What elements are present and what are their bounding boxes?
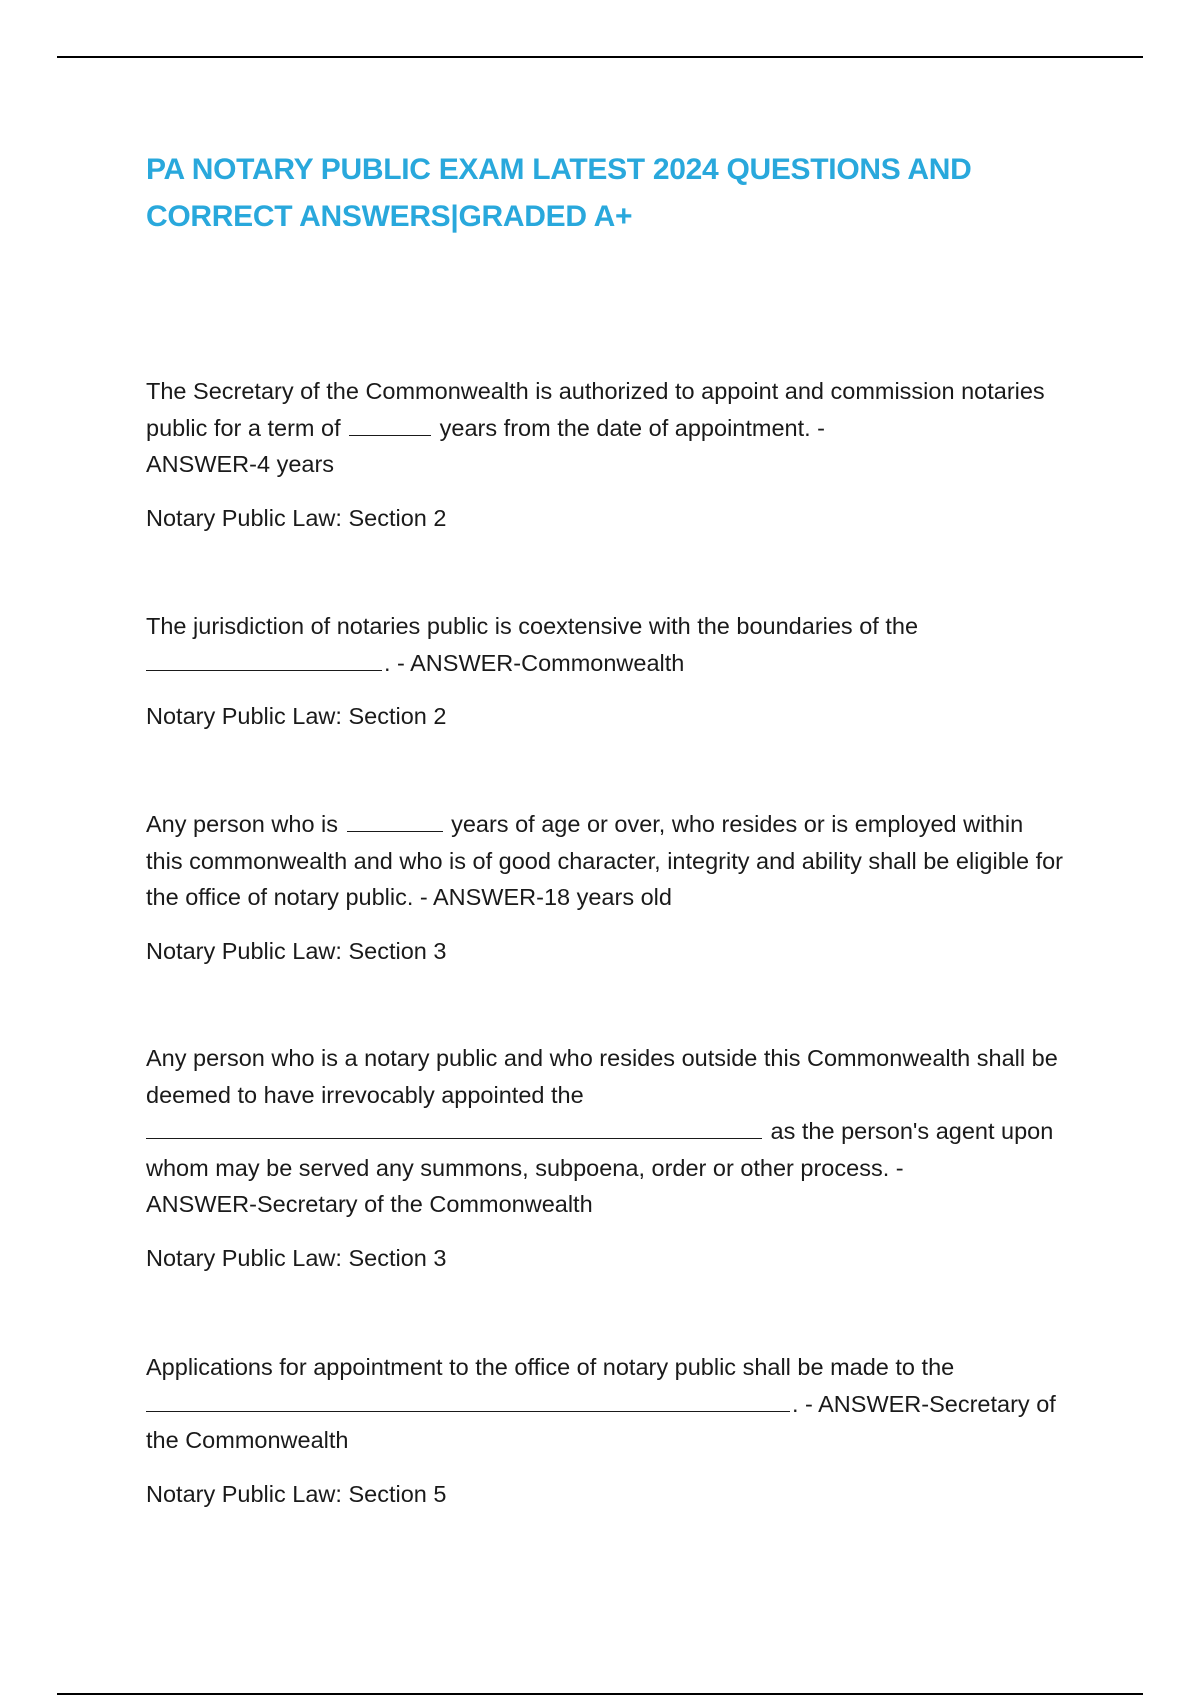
question-text (146, 373, 1066, 483)
question-part: Any person who is (146, 811, 339, 837)
source-reference: Notary Public Law: Section 5 (146, 1480, 447, 1507)
qa-item (146, 608, 1066, 735)
question-text (146, 1040, 1066, 1223)
qa-item (146, 1040, 1066, 1276)
answer-blank (146, 646, 382, 671)
question-part: The jurisdiction of notaries public is coextensive with the boundaries of the (146, 613, 919, 639)
question-part: . - (792, 1390, 813, 1417)
answer-text: ANSWER-Secretary of the Commonwealth (146, 1390, 1056, 1453)
answer-text: ANSWER-Commonwealth (410, 649, 685, 676)
question-part: Any person who is a notary public and who resides outside this Commonwealth shall be deemed to have irrevocably appointed the (146, 1045, 1058, 1108)
page-title: PA NOTARY PUBLIC EXAM LATEST 2024 QUESTIONS AND CORRECT ANSWERS|GRADED A+ (146, 153, 972, 233)
question-text (146, 1349, 1066, 1459)
answer-blank (146, 1387, 790, 1412)
source-reference: Notary Public Law: Section 2 (146, 703, 447, 729)
answer-blank (347, 807, 443, 832)
source-reference: Notary Public Law: Section 3 (146, 937, 447, 964)
answer-blank (146, 1114, 762, 1139)
question-part: . - (384, 649, 405, 676)
bottom-divider (57, 1693, 1143, 1695)
answer-text: ANSWER-Secretary of the Commonwealth (146, 1191, 593, 1217)
answer-text: ANSWER-18 years old (432, 884, 672, 910)
question-text (146, 608, 1066, 681)
question-part: The Secretary of the Commonwealth is authorized to appoint and commission notaries public for a term of (146, 378, 1045, 441)
source-reference: Notary Public Law: Section 2 (146, 504, 447, 531)
top-divider (57, 56, 1143, 58)
question-part: years of age or over, who resides or is employed within this commonwealth and who is of good character, integrity and ability shall be eligible for the office of notary public. - (146, 811, 1064, 910)
answer-text: ANSWER-4 years (146, 451, 335, 477)
question-part: years from the date of appointment. - (439, 414, 826, 441)
question-part: Applications for appointment to the office of notary public shall be made to the (146, 1354, 955, 1380)
qa-item (146, 806, 1066, 969)
question-text (146, 806, 1066, 916)
question-part: as the person's agent upon whom may be served any summons, subpoena, order or other process. - (146, 1118, 1054, 1181)
qa-item (146, 373, 1066, 536)
answer-blank (349, 411, 431, 436)
qa-item (146, 1349, 1066, 1512)
source-reference: Notary Public Law: Section 3 (146, 1244, 447, 1271)
